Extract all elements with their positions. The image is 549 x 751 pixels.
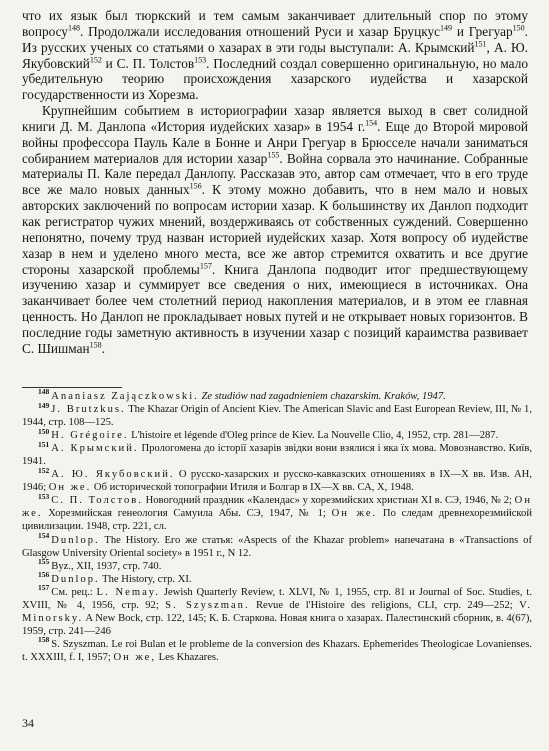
footnote-148: $^{148}$ Ananiasz Zajączkowski. Ze studiów nad zagadnieniem chazarskim. Kraków, 1947. [38,387,446,402]
footnote-ref-151[interactable]: 151 [474,39,487,49]
footnote-ref-154[interactable]: 154 [365,118,378,128]
footnote-ref-149[interactable]: 149 [440,23,453,33]
footnote-ref-155[interactable]: 155 [267,150,280,160]
footnote-ref-158[interactable]: 158 [89,340,102,350]
page-number: 34 [22,716,34,730]
footnote-158: $^{158}$ S. Szyszman. Le roi Bulan et le probleme de la conversion des Khazars. Ephemerides Theologicae Lovanienses. t. XXXIII, f. I, 1957; Он же, Les Khazares. [22,635,532,663]
footnote-152: $^{152}$ А. Ю. Якубовский. О русско-хазарских и русско-кавказских отношениях в IX—X вв. Изв. АН, 1946; Он же. Об исторической топографии Итиля и Болгар в IX—X вв. СА, X, 1948. [22,465,532,494]
footnote-153: $^{153}$ С. П. Толстов. Новогодний праздник «Календас» у хорезмийских христиан XI в. СЭ, 1946, № 2; Он же. Хорезмийская генеология Самуила Абы. СЭ, 1947, № 1; Он же. По следам древнехорезмийской цивилизации. 1948, стр. 221, сл. [22,491,533,533]
footnote-ref-152[interactable]: 152 [89,55,102,65]
footnote-155: $^{155}$ Byz., XII, 1937, стр. 740. [38,557,162,572]
footnote-156: $^{156}$ Dunlop. The History, стр. XI. [38,570,192,585]
footnote-ref-148[interactable]: 148 [67,23,80,33]
footnote-149: $^{149}$ J. Brutzkus. The Khazar Origin of Ancient Kiev. The American Slavic and East European Review, III, № 1, 1944, стр. 108—125. [22,400,532,429]
footnotes [22,387,533,664]
footnote-154: $^{154}$ Dunlop. The History. Его же статья: «Aspects of the Khazar problem» напечатана в «Transactions of Glasgow University Oriental society» в 1951 г., N 12. [22,530,532,559]
footnote-157: $^{157}$ См. рец.: L. Nemay. Jewish Quarterly Review, t. XLVI, № 1, 1955, стр. 81 и Journal of Soc. Studies, t. XVIII, № 4, 1956, стр. 92; S. Szyszman. Revue de l'Histoire des religions, CLI, стр. 249—252; V. Minorsky. A New Bock, стр. 122, 145; К. Б. Старкова. Новая книга о хазарах. Палестинский сборник, в. 4(67), 1959, стр. 241—246 [22,583,533,637]
footnote-ref-157[interactable]: 157 [199,261,212,271]
footnote-151: $^{151}$ А. Крымский. Прологомена до історії хазарів звідки вони взялися і яка їх мова. Мовознавство. Київ, 1941. [22,439,532,468]
footnote-150: $^{150}$ H. Grégoire. L'histoire et légende d'Oleg prince de Kiev. La Nouvelle Clio, 4, 1952, стр. 281—287. [38,426,499,442]
main-text [22,8,528,357]
footnote-ref-150[interactable]: 150 [512,23,525,33]
paragraph-2: Крупнейшим событием в историографии хазар является выход в свет солидной книги Д. М. Данлопа «История иудейских хазар» в 1954 г.$^{154}$. Еще до Второй мировой войны профессора Пауль Кале в Бонне и Анри Грегуар в Брюсселе начали заниматься собиранием материалов для истории хазар$^{155}$. Война сорвала это начинание. Собранные материалы П. Кале передал Данлопу. Рассказав это, автор сам отмечает, что в его труде все же мало новых данных$^{156}$. К этому можно добавить, что в нем мало и новых авторских заключений по вопросам истории хазар. К большинству их Данлоп подходит как регистратор чужих мнений, воздерживаясь от собственных суждений. Совершенно непонятно, почему труд назван историей иудейских хазар. Хотя вопросу об иудействе хазар в нем и уделено много места, все же автор стремится охватить и все другие стороны хазарской проблемы$^{157}$. Книга Данлопа подводит итог предшествующему изучению хазар и суммирует все сведения о них, имеющиеся в источниках. Она заканчивает более чем столетний период накопления материалов, и в этом ее главная ценность. Но Данлоп не прокладывает новых путей и не открывает новых горизонтов. В последние годы заметную активность в изучении хазар с позиций караимства развивает С. Шишман$^{158}$. [22,103,528,356]
footnote-separator [22,387,122,388]
paragraph-1: что их язык был тюркский и тем самым заканчивает длительный спор по этому вопросу$^{148}$. Продолжали исследования отношений Руси и хазар Бруцкус$^{149}$ и Грегуар$^{150}$. Из русских ученых со статьями о хазарах в эти годы выступали: А. Крымский$^{151}$, А. Ю. Якубовский$^{152}$ и С. П. Толстов$^{153}$. Последний создал совершенно оригинальную, но мало убедительную теорию происхождения хазарского иудейства и хазарской государственности из Хорезма. [22,8,528,103]
footnote-ref-153[interactable]: 153 [194,55,207,65]
footnote-ref-156[interactable]: 156 [189,181,202,191]
